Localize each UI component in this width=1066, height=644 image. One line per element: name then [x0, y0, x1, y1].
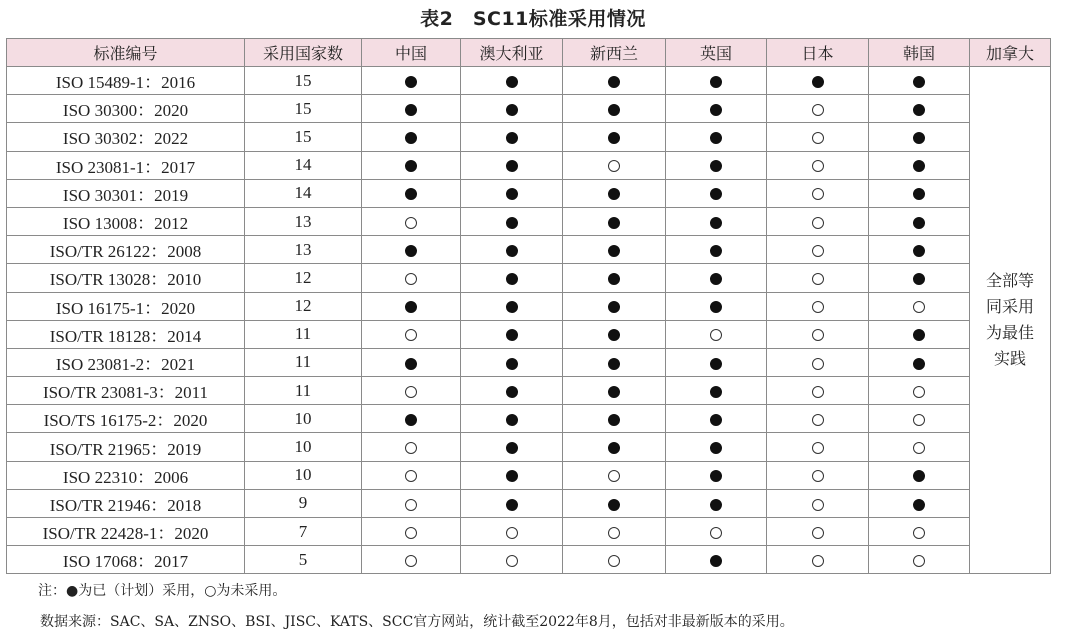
table-row	[7, 95, 1051, 123]
filled-circle-icon	[710, 217, 722, 229]
hollow-circle-icon	[405, 273, 417, 285]
hollow-circle-icon	[812, 245, 824, 257]
filled-circle-icon	[710, 358, 722, 370]
country-count-cell: 12	[245, 264, 362, 292]
filled-circle-icon	[405, 76, 417, 88]
standard-id-cell: ISO 15489-1：2016	[7, 67, 245, 95]
table-body	[7, 67, 1051, 574]
filled-circle-icon	[710, 470, 722, 482]
adoption-cell-uk	[666, 348, 767, 376]
adoption-cell-korea	[869, 264, 970, 292]
hollow-circle-icon	[812, 499, 824, 511]
adoption-cell-australia	[461, 67, 563, 95]
adoption-cell-china	[362, 461, 461, 489]
adoption-cell-uk	[666, 95, 767, 123]
table-row	[7, 236, 1051, 264]
hollow-circle-icon	[812, 414, 824, 426]
hollow-circle-icon	[405, 470, 417, 482]
standard-id-cell: ISO 23081-1：2017	[7, 151, 245, 179]
adoption-cell-australia	[461, 461, 563, 489]
adoption-cell-uk	[666, 546, 767, 574]
country-count-cell: 7	[245, 518, 362, 546]
adoption-cell-japan	[767, 151, 869, 179]
hollow-circle-icon	[812, 160, 824, 172]
adoption-cell-china	[362, 405, 461, 433]
filled-circle-icon	[506, 301, 518, 313]
country-count-cell: 11	[245, 348, 362, 376]
adoption-cell-australia	[461, 123, 563, 151]
hollow-circle-icon	[405, 527, 417, 539]
standard-id-cell: ISO/TR 23081-3：2011	[7, 377, 245, 405]
adoption-cell-australia	[461, 292, 563, 320]
filled-circle-icon	[608, 188, 620, 200]
adoption-cell-uk	[666, 236, 767, 264]
adoption-cell-new-zealand	[563, 67, 666, 95]
adoption-cell-new-zealand	[563, 433, 666, 461]
adoption-cell-china	[362, 320, 461, 348]
adoption-cell-china	[362, 489, 461, 517]
adoption-cell-japan	[767, 433, 869, 461]
adoption-cell-korea	[869, 292, 970, 320]
hollow-circle-icon	[812, 104, 824, 116]
hollow-circle-icon	[405, 386, 417, 398]
table-row	[7, 377, 1051, 405]
filled-circle-icon	[608, 132, 620, 144]
adoption-cell-uk	[666, 67, 767, 95]
hollow-circle-icon	[812, 273, 824, 285]
adoption-cell-china	[362, 292, 461, 320]
adoption-cell-korea	[869, 546, 970, 574]
adoption-cell-australia	[461, 546, 563, 574]
filled-circle-icon	[608, 245, 620, 257]
standard-id-cell: ISO/TS 16175-2：2020	[7, 405, 245, 433]
standard-id-cell: ISO/TR 21965：2019	[7, 433, 245, 461]
filled-circle-icon	[710, 442, 722, 454]
adoption-cell-japan	[767, 320, 869, 348]
hollow-circle-icon	[405, 442, 417, 454]
standard-id-cell: ISO/TR 26122：2008	[7, 236, 245, 264]
filled-circle-icon	[405, 188, 417, 200]
hollow-circle-icon	[405, 217, 417, 229]
adoption-cell-japan	[767, 489, 869, 517]
filled-circle-icon	[608, 217, 620, 229]
filled-circle-icon	[608, 442, 620, 454]
adoption-cell-australia	[461, 179, 563, 207]
adoption-cell-japan	[767, 461, 869, 489]
adoption-cell-china	[362, 348, 461, 376]
filled-circle-icon	[913, 470, 925, 482]
filled-circle-icon	[506, 217, 518, 229]
filled-circle-icon	[608, 358, 620, 370]
adoption-cell-new-zealand	[563, 489, 666, 517]
adoption-cell-uk	[666, 151, 767, 179]
canada-note-line: 实践	[993, 349, 1026, 369]
adoption-cell-uk	[666, 207, 767, 235]
country-count-cell: 9	[245, 489, 362, 517]
adoption-cell-korea	[869, 179, 970, 207]
table-row	[7, 207, 1051, 235]
country-count-cell: 13	[245, 207, 362, 235]
hollow-circle-icon	[812, 301, 824, 313]
table-row	[7, 461, 1051, 489]
hollow-circle-icon	[405, 555, 417, 567]
filled-circle-icon	[405, 358, 417, 370]
filled-circle-icon	[506, 442, 518, 454]
adoption-cell-australia	[461, 518, 563, 546]
adoption-cell-china	[362, 67, 461, 95]
hollow-circle-icon	[405, 499, 417, 511]
adoption-cell-japan	[767, 236, 869, 264]
adoption-cell-australia	[461, 377, 563, 405]
filled-circle-icon	[405, 132, 417, 144]
filled-circle-icon	[608, 273, 620, 285]
filled-circle-icon	[913, 329, 925, 341]
country-count-cell: 15	[245, 95, 362, 123]
filled-circle-icon	[506, 104, 518, 116]
country-count-cell: 12	[245, 292, 362, 320]
adoption-cell-new-zealand	[563, 377, 666, 405]
filled-circle-icon	[506, 245, 518, 257]
adoption-cell-australia	[461, 95, 563, 123]
adoption-cell-australia	[461, 320, 563, 348]
adoption-table	[6, 38, 1051, 574]
adoption-cell-australia	[461, 207, 563, 235]
adoption-cell-australia	[461, 433, 563, 461]
adoption-cell-china	[362, 207, 461, 235]
table-note: 注：●为已（计划）采用，○为未采用。	[38, 583, 287, 599]
filled-circle-icon	[506, 358, 518, 370]
standard-id-cell: ISO 16175-1：2020	[7, 292, 245, 320]
adoption-cell-new-zealand	[563, 264, 666, 292]
filled-circle-icon	[710, 386, 722, 398]
adoption-cell-new-zealand	[563, 348, 666, 376]
adoption-cell-china	[362, 433, 461, 461]
filled-circle-icon	[913, 358, 925, 370]
adoption-cell-japan	[767, 264, 869, 292]
data-source-note: 数据来源：SAC、SA、ZNSO、BSI、JISC、KATS、SCC官方网站，统计截至2022年8月，包括对非最新版本的采用。	[40, 614, 794, 630]
country-count-cell: 14	[245, 179, 362, 207]
adoption-cell-korea	[869, 405, 970, 433]
adoption-cell-uk	[666, 123, 767, 151]
hollow-circle-icon	[913, 527, 925, 539]
hollow-circle-icon	[913, 301, 925, 313]
adoption-cell-australia	[461, 151, 563, 179]
hollow-circle-icon	[913, 386, 925, 398]
filled-circle-icon	[913, 273, 925, 285]
hollow-circle-icon	[608, 527, 620, 539]
filled-circle-icon	[405, 104, 417, 116]
hollow-circle-icon	[812, 470, 824, 482]
table-row	[7, 292, 1051, 320]
adoption-cell-new-zealand	[563, 207, 666, 235]
adoption-cell-australia	[461, 236, 563, 264]
filled-circle-icon	[405, 160, 417, 172]
adoption-cell-australia	[461, 405, 563, 433]
adoption-cell-japan	[767, 348, 869, 376]
standard-id-cell: ISO 22310：2006	[7, 461, 245, 489]
filled-circle-icon	[608, 104, 620, 116]
table-row	[7, 518, 1051, 546]
standard-id-cell: ISO 30300：2020	[7, 95, 245, 123]
adoption-cell-uk	[666, 518, 767, 546]
filled-circle-icon	[506, 386, 518, 398]
adoption-cell-china	[362, 236, 461, 264]
adoption-cell-new-zealand	[563, 461, 666, 489]
adoption-cell-japan	[767, 518, 869, 546]
hollow-circle-icon	[812, 527, 824, 539]
filled-circle-icon	[506, 76, 518, 88]
header-australia: 澳大利亚	[461, 39, 563, 67]
hollow-circle-icon	[913, 414, 925, 426]
table-row	[7, 405, 1051, 433]
adoption-cell-japan	[767, 95, 869, 123]
filled-circle-icon	[608, 329, 620, 341]
header-standard-id: 标准编号	[7, 39, 245, 67]
adoption-cell-korea	[869, 236, 970, 264]
standard-id-cell: ISO/TR 13028：2010	[7, 264, 245, 292]
filled-circle-icon	[710, 188, 722, 200]
header-row	[7, 39, 1051, 67]
table-row	[7, 348, 1051, 376]
adoption-cell-japan	[767, 405, 869, 433]
adoption-cell-uk	[666, 264, 767, 292]
adoption-cell-new-zealand	[563, 405, 666, 433]
table-row	[7, 179, 1051, 207]
hollow-circle-icon	[812, 555, 824, 567]
adoption-cell-japan	[767, 207, 869, 235]
adoption-cell-australia	[461, 348, 563, 376]
canada-note-line: 为最佳	[985, 323, 1034, 343]
standard-id-cell: ISO/TR 22428-1：2020	[7, 518, 245, 546]
standard-id-cell: ISO 13008：2012	[7, 207, 245, 235]
filled-circle-icon	[506, 499, 518, 511]
filled-circle-icon	[913, 499, 925, 511]
adoption-cell-china	[362, 179, 461, 207]
adoption-cell-new-zealand	[563, 151, 666, 179]
hollow-circle-icon	[812, 132, 824, 144]
filled-circle-icon	[913, 245, 925, 257]
adoption-cell-new-zealand	[563, 123, 666, 151]
filled-circle-icon	[405, 245, 417, 257]
country-count-cell: 15	[245, 123, 362, 151]
filled-circle-icon	[710, 104, 722, 116]
canada-note-line: 全部等	[985, 271, 1034, 291]
adoption-cell-china	[362, 518, 461, 546]
filled-circle-icon	[608, 414, 620, 426]
filled-circle-icon	[405, 414, 417, 426]
adoption-cell-new-zealand	[563, 546, 666, 574]
filled-circle-icon	[710, 76, 722, 88]
filled-circle-icon	[710, 301, 722, 313]
table-row	[7, 320, 1051, 348]
country-count-cell: 14	[245, 151, 362, 179]
adoption-cell-japan	[767, 67, 869, 95]
adoption-cell-uk	[666, 433, 767, 461]
hollow-circle-icon	[608, 555, 620, 567]
adoption-cell-china	[362, 377, 461, 405]
filled-circle-icon	[506, 188, 518, 200]
adoption-cell-korea	[869, 207, 970, 235]
adoption-cell-uk	[666, 179, 767, 207]
filled-circle-icon	[913, 104, 925, 116]
filled-circle-icon	[710, 499, 722, 511]
filled-circle-icon	[506, 329, 518, 341]
adoption-cell-korea	[869, 67, 970, 95]
standard-id-cell: ISO 30301：2019	[7, 179, 245, 207]
standard-id-cell: ISO/TR 18128：2014	[7, 320, 245, 348]
country-count-cell: 10	[245, 433, 362, 461]
hollow-circle-icon	[710, 329, 722, 341]
hollow-circle-icon	[812, 217, 824, 229]
adoption-cell-uk	[666, 292, 767, 320]
filled-circle-icon	[913, 76, 925, 88]
filled-circle-icon	[913, 188, 925, 200]
canada-merged-cell	[970, 67, 1051, 574]
adoption-cell-new-zealand	[563, 292, 666, 320]
country-count-cell: 10	[245, 461, 362, 489]
filled-circle-icon	[608, 499, 620, 511]
table-row	[7, 123, 1051, 151]
adoption-cell-uk	[666, 320, 767, 348]
header-japan: 日本	[767, 39, 869, 67]
filled-circle-icon	[812, 76, 824, 88]
adoption-cell-china	[362, 95, 461, 123]
filled-circle-icon	[608, 386, 620, 398]
adoption-cell-uk	[666, 461, 767, 489]
country-count-cell: 13	[245, 236, 362, 264]
filled-circle-icon	[913, 160, 925, 172]
filled-circle-icon	[710, 245, 722, 257]
header-country-count: 采用国家数	[245, 39, 362, 67]
filled-circle-icon	[608, 301, 620, 313]
filled-circle-icon	[710, 273, 722, 285]
adoption-cell-korea	[869, 123, 970, 151]
country-count-cell: 11	[245, 320, 362, 348]
adoption-cell-korea	[869, 348, 970, 376]
adoption-cell-uk	[666, 377, 767, 405]
adoption-cell-australia	[461, 264, 563, 292]
table-row	[7, 489, 1051, 517]
table-row	[7, 151, 1051, 179]
hollow-circle-icon	[812, 188, 824, 200]
adoption-cell-korea	[869, 377, 970, 405]
header-new-zealand: 新西兰	[563, 39, 666, 67]
table-row	[7, 67, 1051, 95]
adoption-cell-new-zealand	[563, 179, 666, 207]
hollow-circle-icon	[506, 555, 518, 567]
filled-circle-icon	[913, 132, 925, 144]
adoption-cell-china	[362, 151, 461, 179]
filled-circle-icon	[913, 217, 925, 229]
adoption-cell-new-zealand	[563, 236, 666, 264]
adoption-cell-japan	[767, 377, 869, 405]
standard-id-cell: ISO 30302：2022	[7, 123, 245, 151]
adoption-cell-japan	[767, 546, 869, 574]
table-title: 表2 SC11标准采用情况	[420, 8, 646, 30]
filled-circle-icon	[506, 414, 518, 426]
adoption-cell-korea	[869, 433, 970, 461]
header-uk: 英国	[666, 39, 767, 67]
adoption-cell-new-zealand	[563, 95, 666, 123]
standard-id-cell: ISO/TR 21946：2018	[7, 489, 245, 517]
hollow-circle-icon	[608, 160, 620, 172]
adoption-cell-korea	[869, 518, 970, 546]
adoption-cell-china	[362, 123, 461, 151]
country-count-cell: 15	[245, 67, 362, 95]
standard-id-cell: ISO 23081-2：2021	[7, 348, 245, 376]
country-count-cell: 10	[245, 405, 362, 433]
filled-circle-icon	[506, 470, 518, 482]
table-row	[7, 546, 1051, 574]
filled-circle-icon	[608, 76, 620, 88]
adoption-cell-japan	[767, 123, 869, 151]
hollow-circle-icon	[812, 358, 824, 370]
hollow-circle-icon	[506, 527, 518, 539]
hollow-circle-icon	[608, 470, 620, 482]
country-count-cell: 5	[245, 546, 362, 574]
adoption-cell-new-zealand	[563, 518, 666, 546]
adoption-cell-new-zealand	[563, 320, 666, 348]
adoption-cell-japan	[767, 179, 869, 207]
table-row	[7, 433, 1051, 461]
country-count-cell: 11	[245, 377, 362, 405]
filled-circle-icon	[506, 132, 518, 144]
adoption-cell-australia	[461, 489, 563, 517]
hollow-circle-icon	[812, 442, 824, 454]
adoption-cell-korea	[869, 95, 970, 123]
adoption-cell-japan	[767, 292, 869, 320]
filled-circle-icon	[506, 273, 518, 285]
filled-circle-icon	[710, 132, 722, 144]
hollow-circle-icon	[405, 329, 417, 341]
hollow-circle-icon	[913, 442, 925, 454]
adoption-cell-korea	[869, 320, 970, 348]
header-korea: 韩国	[869, 39, 970, 67]
filled-circle-icon	[405, 301, 417, 313]
adoption-cell-korea	[869, 151, 970, 179]
filled-circle-icon	[710, 160, 722, 172]
standard-id-cell: ISO 17068：2017	[7, 546, 245, 574]
adoption-cell-uk	[666, 405, 767, 433]
header-china: 中国	[362, 39, 461, 67]
filled-circle-icon	[506, 160, 518, 172]
adoption-cell-korea	[869, 461, 970, 489]
hollow-circle-icon	[812, 329, 824, 341]
canada-note-line: 同采用	[985, 297, 1034, 317]
filled-circle-icon	[710, 414, 722, 426]
hollow-circle-icon	[812, 386, 824, 398]
adoption-cell-china	[362, 264, 461, 292]
adoption-cell-uk	[666, 489, 767, 517]
table-row	[7, 264, 1051, 292]
filled-circle-icon	[710, 555, 722, 567]
hollow-circle-icon	[710, 527, 722, 539]
hollow-circle-icon	[913, 555, 925, 567]
header-canada: 加拿大	[970, 39, 1051, 67]
adoption-cell-korea	[869, 489, 970, 517]
adoption-cell-china	[362, 546, 461, 574]
